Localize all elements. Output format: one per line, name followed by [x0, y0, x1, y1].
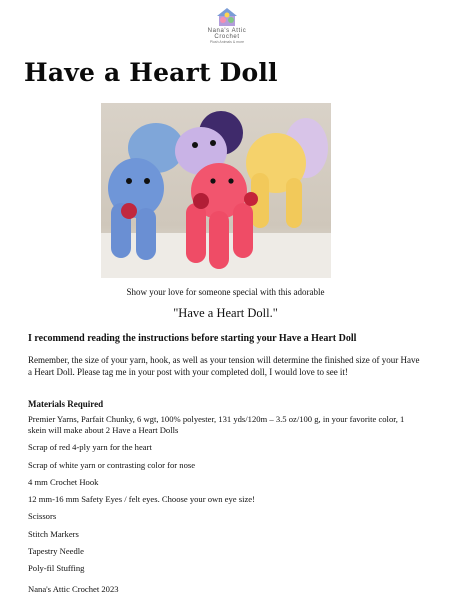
intro-paragraph: Remember, the size of your yarn, hook, as well as your tension will determine the finished size of your Have a Heart Doll. Please tag me in your post with your completed doll, I would love to see it!: [28, 355, 420, 377]
house-logo-icon: [213, 6, 241, 28]
pattern-name-quote: "Have a Heart Doll.": [173, 306, 278, 320]
brand-logo: [196, 6, 258, 45]
material-item: Stitch Markers: [28, 528, 79, 539]
material-item: Tapestry Needle: [28, 546, 84, 557]
materials-list: [28, 414, 423, 581]
logo-name: Nana's Attic Crochet: [207, 28, 247, 40]
dolls-photo-image: [101, 103, 331, 278]
material-item: Poly-fil Stuffing: [28, 563, 85, 574]
recommendation-heading: I recommend reading the instructions before starting your Have a Heart Doll: [28, 333, 357, 344]
material-item: Premier Yarns, Parfait Chunky, 6 wgt, 100% polyester, 131 yds/120m – 3.5 oz/100 g, in your favorite color, 1 skein will make about 2 Have a Heart Dolls: [28, 414, 405, 435]
material-item: Scissors: [28, 511, 57, 522]
material-item: Scrap of white yarn or contrasting color for nose: [28, 459, 196, 470]
photo-caption: Show your love for someone special with this adorable: [126, 287, 325, 297]
logo-tagline: Plush Animals & more: [209, 40, 245, 44]
hero-photo: [101, 103, 331, 278]
materials-heading: Materials Required: [28, 399, 104, 409]
material-item: 4 mm Crochet Hook: [28, 476, 99, 487]
material-item: 12 mm-16 mm Safety Eyes / felt eyes. Choose your own eye size!: [28, 494, 255, 505]
material-item: Scrap of red 4-ply yarn for the heart: [28, 442, 152, 453]
footer-credit: Nana's Attic Crochet 2023: [28, 584, 119, 594]
page-title: Have a Heart Doll: [24, 58, 278, 87]
